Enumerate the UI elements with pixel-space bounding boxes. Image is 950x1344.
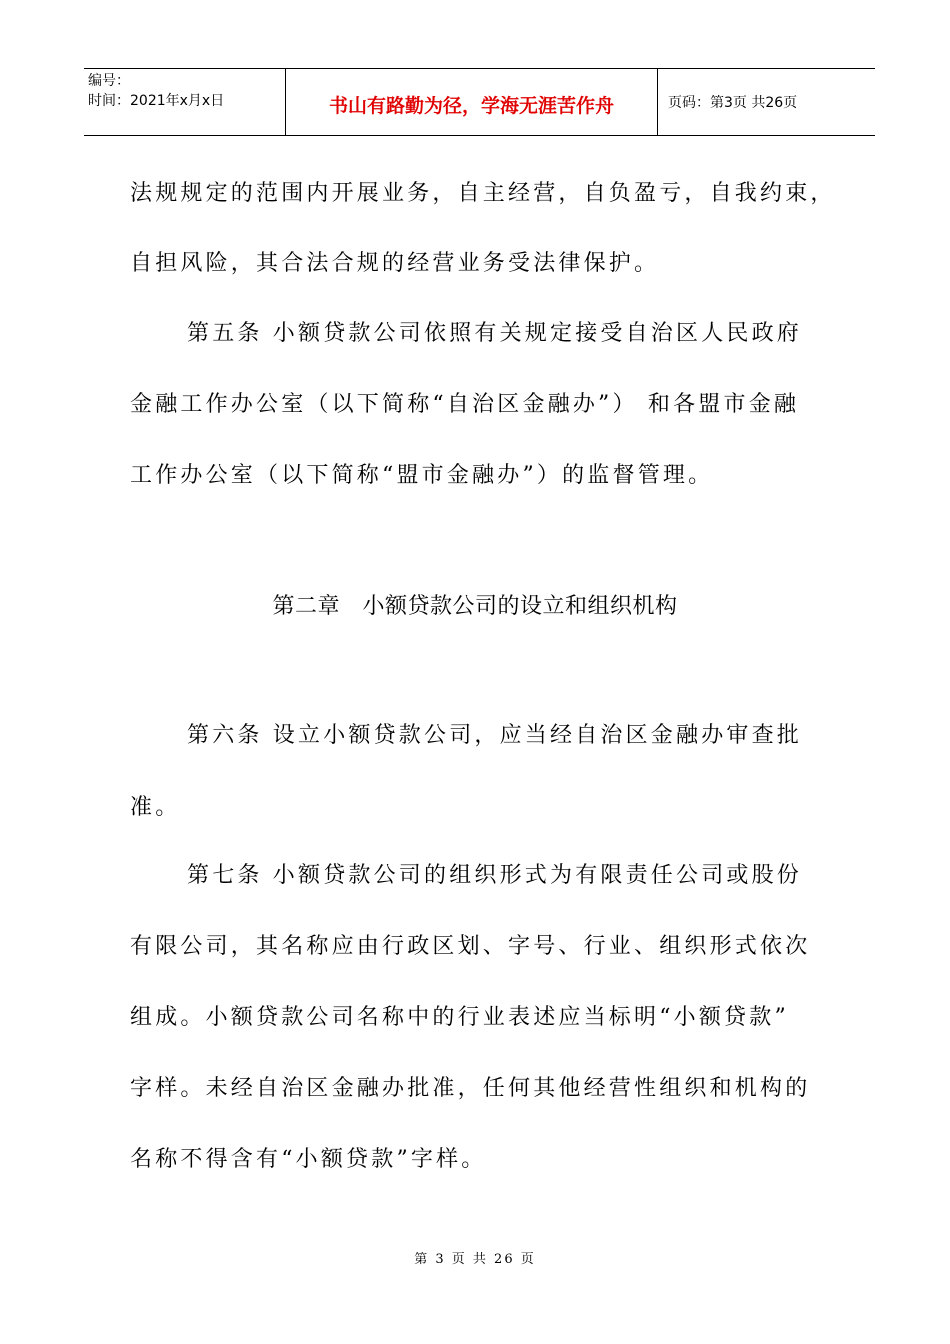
body-line: 工作办公室（以下简称“盟市金融办”）的监督管理。 [130,463,714,488]
header-meta-cell [84,69,286,135]
page-footer: 第 3 页 共 26 页 [414,1252,536,1267]
article-5-start: 第五条 小额贷款公司依照有关规定接受自治区人民政府 [187,321,802,346]
page-header [84,68,875,136]
body-line: 法规规定的范围内开展业务，自主经营，自负盈亏，自我约束， [130,181,836,206]
body-line: 字样。未经自治区金融办批准，任何其他经营性组织和机构的 [130,1076,811,1101]
serial-label: 编号： [88,73,130,89]
body-line: 自担风险，其合法合规的经营业务受法律保护。 [130,251,660,276]
article-6-start: 第六条 设立小额贷款公司，应当经自治区金融办审查批 [187,723,802,748]
header-motto-cell [286,69,658,135]
body-line: 有限公司，其名称应由行政区划、字号、行业、组织形式依次 [130,934,811,959]
page-label: 页码：第3页 共26页 [668,95,798,111]
body-line: 金融工作办公室（以下简称“自治区金融办”） 和各盟市金融 [130,392,800,417]
body-line: 准。 [130,795,181,820]
header-page-cell [658,69,875,135]
time-label: 时间：2021年x月x日 [88,93,225,109]
body-line: 名称不得含有“小额贷款”字样。 [130,1147,487,1172]
chapter-title: 第二章 小额贷款公司的设立和组织机构 [272,594,678,619]
article-7-start: 第七条 小额贷款公司的组织形式为有限责任公司或股份 [187,863,802,888]
body-line: 组成。小额贷款公司名称中的行业表述应当标明“小额贷款” [130,1005,789,1030]
motto-text: 书山有路勤为径，学海无涯苦作舟 [328,94,614,117]
